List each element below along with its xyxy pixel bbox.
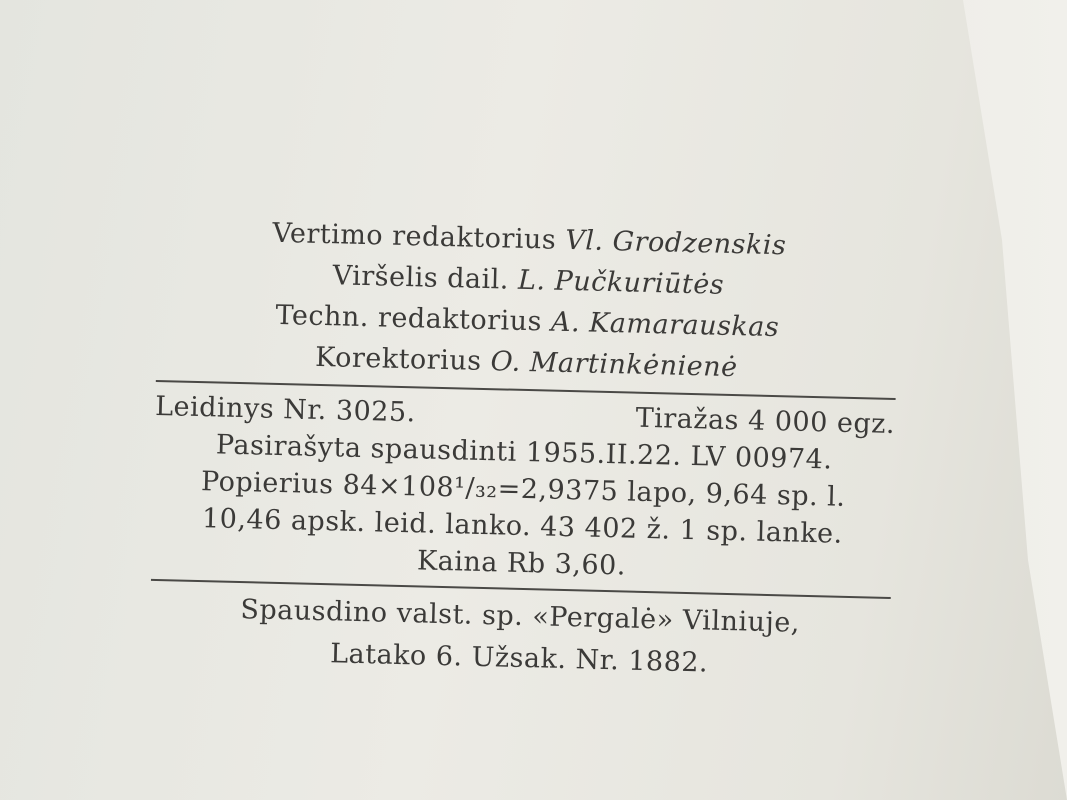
printer-line-2: Latako 6. Užsak. Nr. 1882.	[329, 638, 709, 679]
credit-proofreader: Korektorius O. Martinkėnienė	[314, 341, 738, 384]
print-run: Tiražas 4 000 egz.	[635, 402, 896, 441]
price-row: Kaina Rb 3,60.	[416, 545, 627, 582]
credit-cover-artist: Viršelis dail. L. Pučkuriūtės	[332, 260, 725, 301]
signed-row: Pasirašyta spausdinti 1955.II.22. LV 00974.	[215, 429, 833, 476]
printer-line-1: Spausdino valst. sp. «Pergalė» Vilniuje,	[240, 594, 801, 639]
sheets-row: 10,46 apsk. leid. lanko. 43 402 ž. 1 sp. lanke.	[201, 503, 844, 550]
paper-row: Popierius 84×108¹/₃₂=2,9375 lapo, 9,64 sp. l.	[200, 466, 846, 513]
credit-technical-editor: Techn. redaktorius A. Kamarauskas	[275, 299, 780, 344]
credit-translation-editor: Vertimo redaktorius Vl. Grodzenskis	[272, 217, 787, 262]
colophon	[149, 210, 900, 689]
edition-number: Leidinys Nr. 3025.	[154, 390, 417, 429]
